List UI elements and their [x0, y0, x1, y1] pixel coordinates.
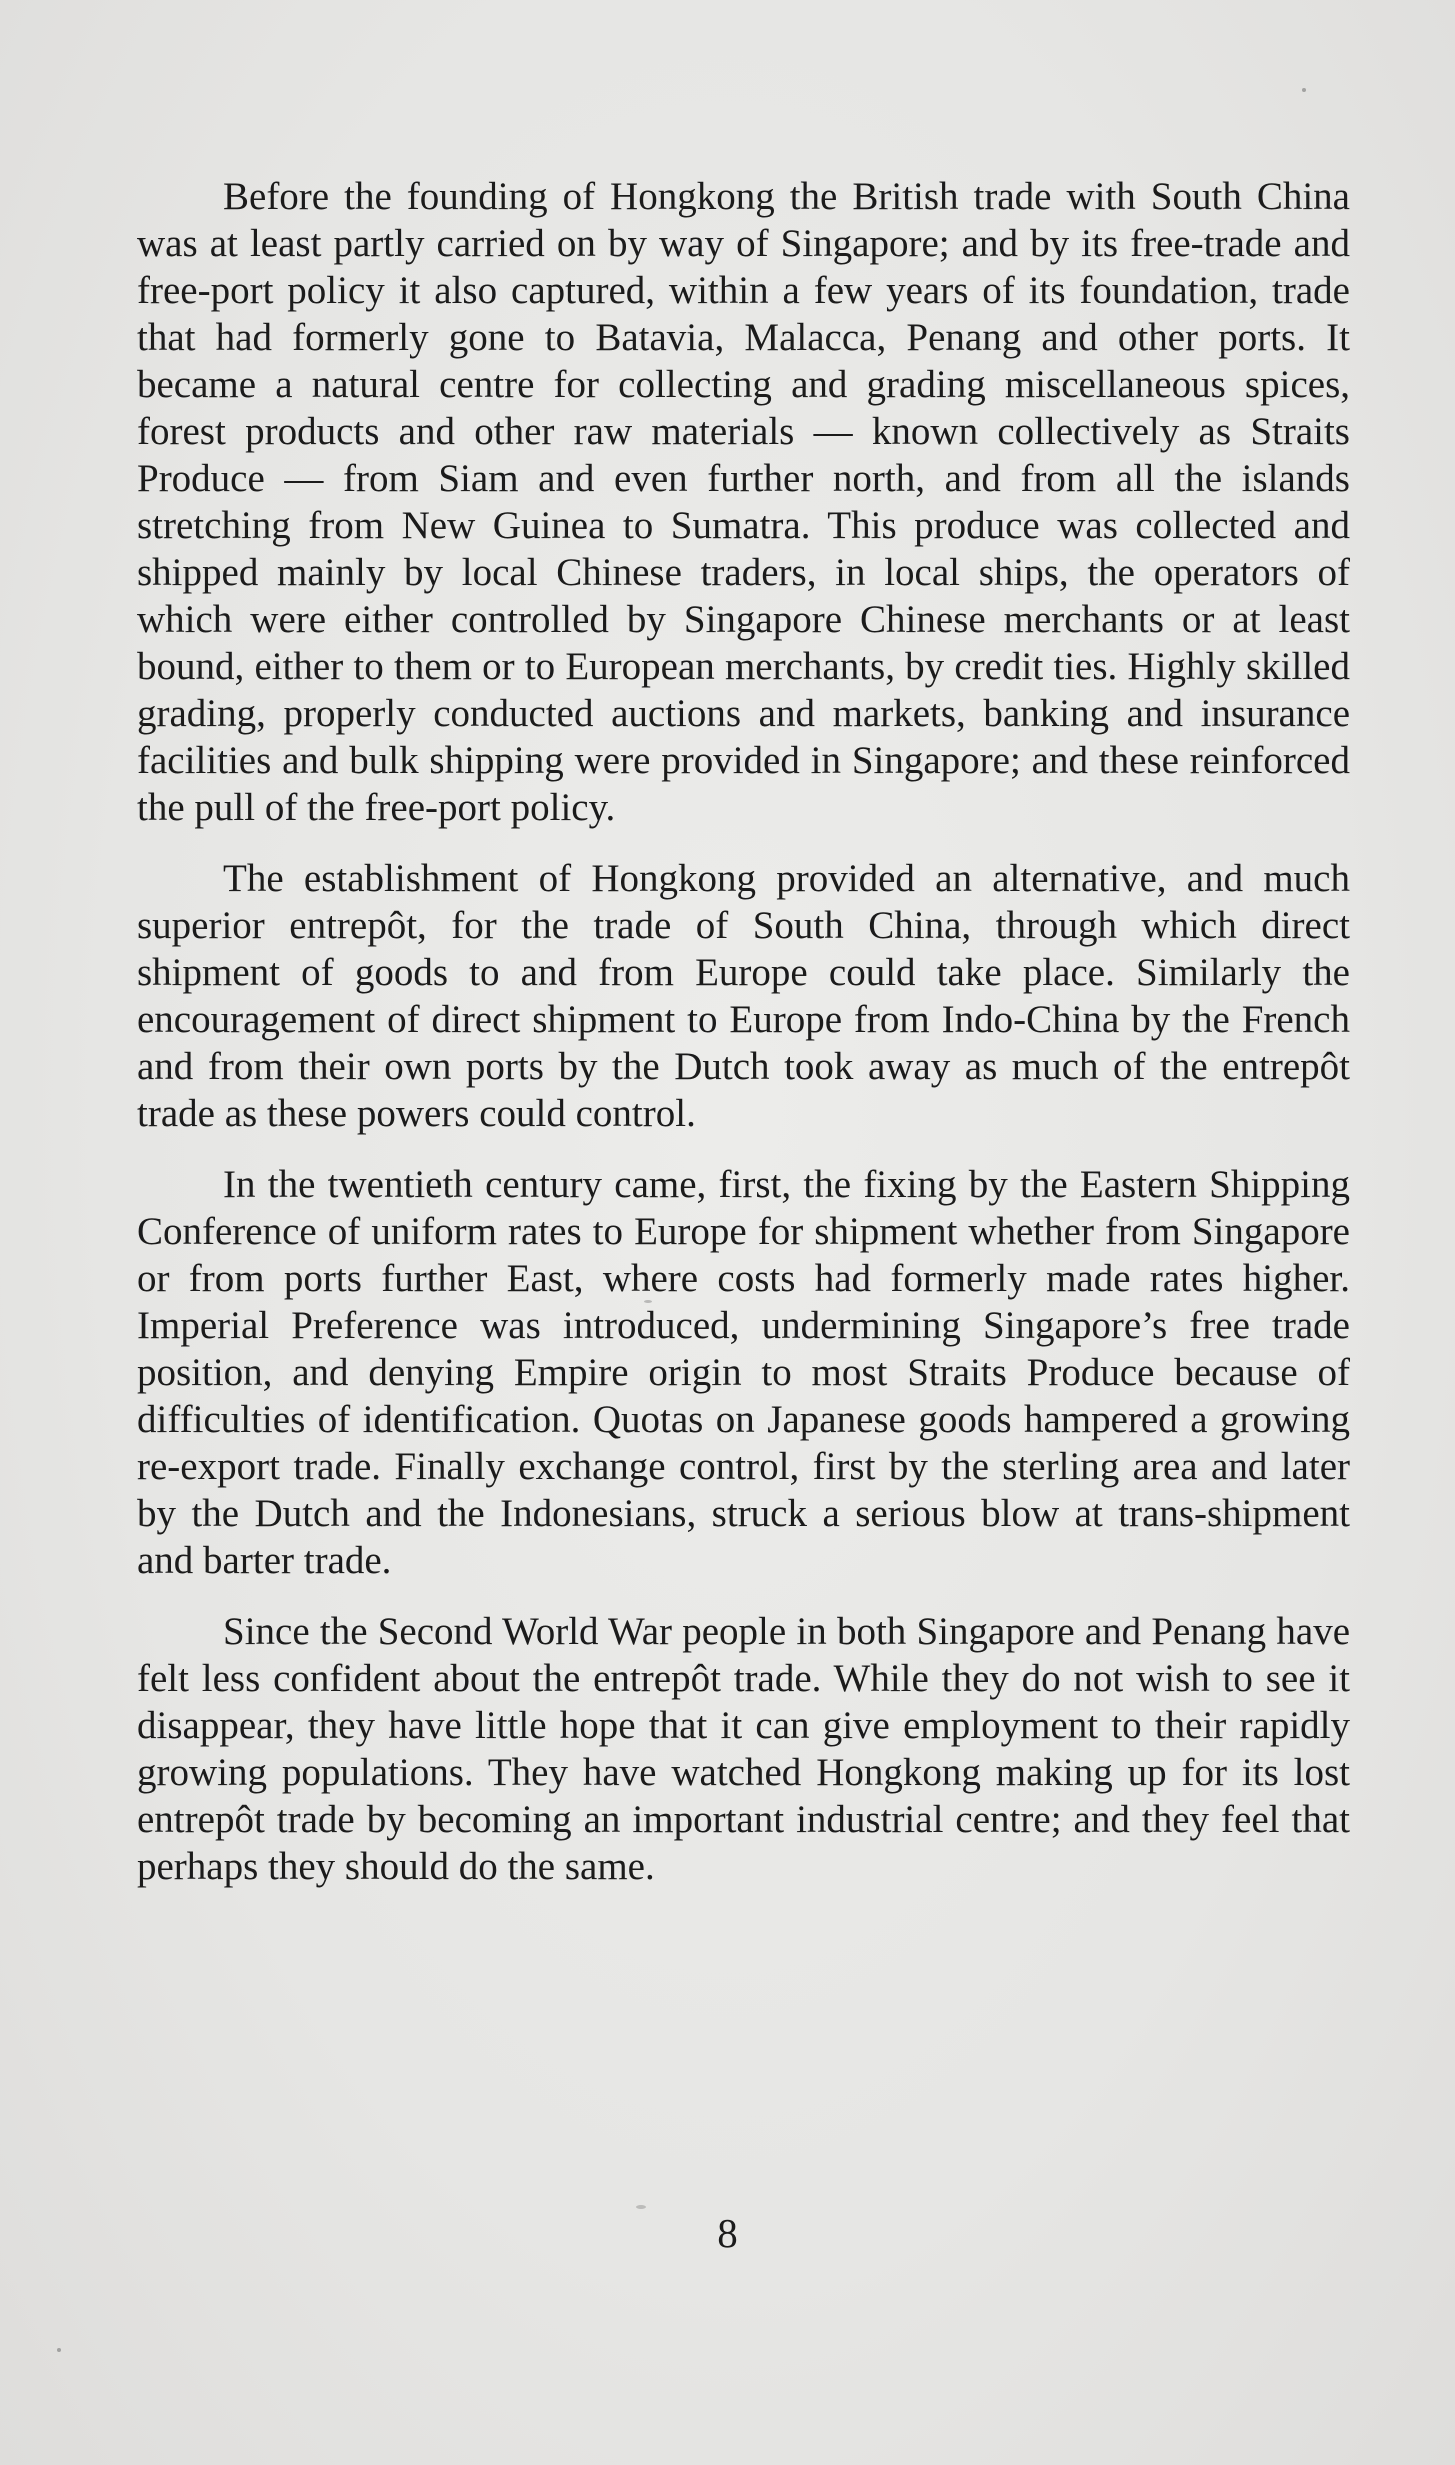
page-number: 8 — [717, 2210, 738, 2256]
paper-speck — [57, 2348, 61, 2352]
paper-speck — [1302, 88, 1306, 92]
paragraph-1: Before the founding of Hongkong the British trade with South China was at least partly carried on by way of Singapore; and by its free-trade and free-port policy it also captured, within a few years of its foundation, trade that had formerly gone to Batavia, Malacca, Penang and other ports. It became a natural centre for collecting and grading miscellaneous spices, forest products and other raw materials — known collectively as Straits Produce — from Siam and even further north, and from all the islands stretching from New Guinea to Sumatra. This produce was collected and shipped mainly by local Chinese traders, in local ships, the operators of which were either controlled by Singapore Chinese merchants or at least bound, either to them or to European merchants, by credit ties. Highly skilled grading, properly conducted auctions and markets, banking and insurance facilities and bulk shipping were provided in Singapore; and these reinforced the pull of the free-port policy. — [137, 175, 1350, 829]
paragraph-3: In the twentieth century came, first, the fixing by the Eastern Shipping Conference of uniform rates to Europe for shipment whether from Singapore or from ports further East, where costs had formerly made rates higher. Imperial Preference was introduced, undermining Singapore’s free trade position, and denying Empire origin to most Straits Produce because of difficulties of identification. Quotas on Japanese goods hampered a growing re-export trade. Finally exchange control, first by the sterling area and later by the Dutch and the Indonesians, struck a serious blow at trans-shipment and barter trade. — [137, 1163, 1350, 1582]
paragraph-4: Since the Second World War people in both Singapore and Penang have felt less confident about the entrepôt trade. While they do not wish to see it disappear, they have little hope that it can give employment to their rapidly growing populations. They have watched Hongkong making up for its lost entrepôt trade by becoming an important industrial centre; and they feel that perhaps they should do the same. — [137, 1610, 1350, 1888]
paragraph-2: The establishment of Hongkong provided an alternative, and much superior entrepôt, for the trade of South China, through which direct shipment of goods to and from Europe could take place. Similarly the encouragement of direct shipment to Europe from Indo-China by the French and from their own ports by the Dutch took away as much of the entrepôt trade as these powers could control. — [137, 857, 1350, 1135]
body-text — [137, 173, 1350, 1914]
paper-speck — [636, 2205, 646, 2209]
paper-speck — [644, 1300, 652, 1303]
